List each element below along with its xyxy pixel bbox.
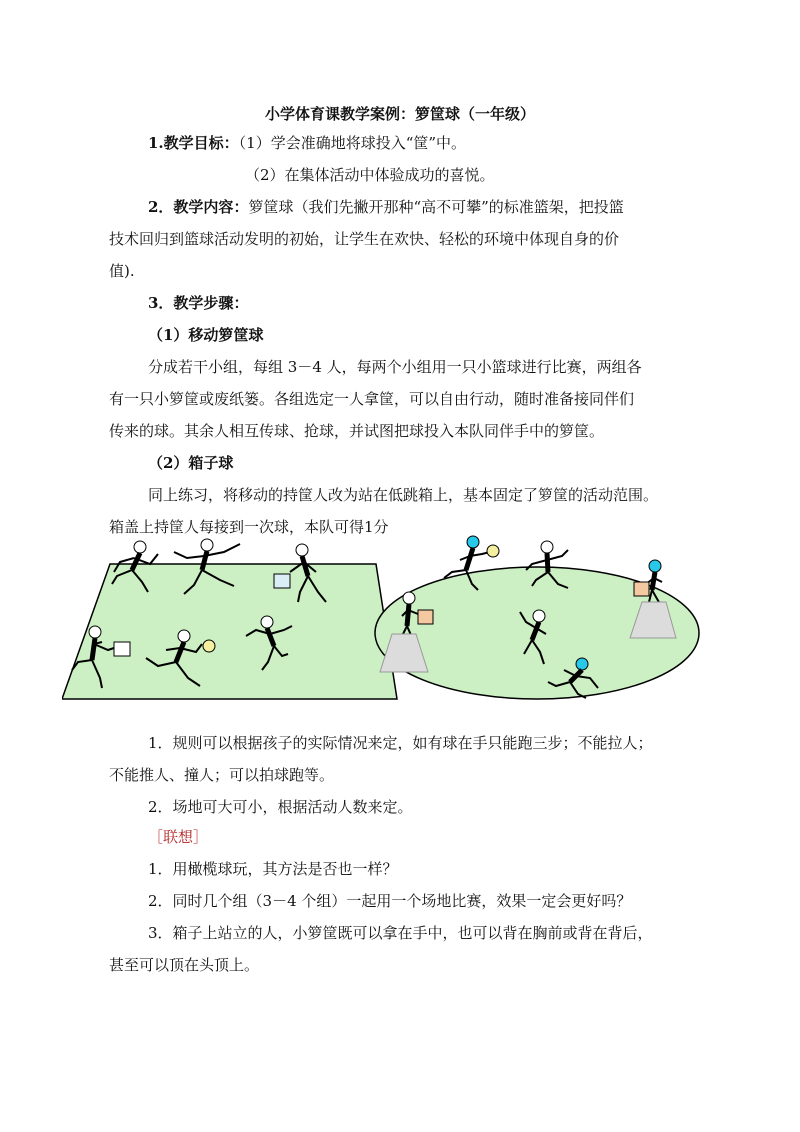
- content-line-1: 箩筐球（我们先撇开那种“高不可攀”的标准篮架，把投篮: [248, 198, 624, 216]
- association-label: ［联想］: [148, 828, 209, 846]
- ball-icon: [487, 545, 499, 557]
- association-q3-line-1: 3．箱子上站立的人，小箩筐既可以拿在手中，也可以背在胸前或背在背后，: [148, 924, 653, 942]
- content-line-3: 值).: [109, 262, 135, 280]
- step-2-line-2: 箱盖上持筐人每接到一次球，本队可得1分: [109, 518, 389, 536]
- bucket-icon: [634, 582, 649, 596]
- steps-label: 3．教学步骤：: [148, 294, 249, 312]
- step-1-line-1: 分成若干小组，每组 3－4 人，每两个小组用一只小篮球进行比赛，两组各: [148, 358, 642, 376]
- content-label: 2．教学内容：: [148, 198, 249, 216]
- content-line-2: 技术回归到篮球活动发明的初始，让学生在欢快、轻松的环境中体现自身的价: [109, 230, 620, 248]
- rule-1-line-2: 不能推人、撞人；可以拍球跑等。: [109, 766, 335, 784]
- step-1-line-2: 有一只小箩筐或废纸篓。各组选定一人拿筐，可以自由行动，随时准备接同伴们: [109, 390, 635, 408]
- objective-1: （1）学会准确地将球投入“筐”中。: [238, 134, 467, 152]
- association-q1: 1．用橄榄球玩，其方法是否也一样？: [148, 860, 398, 878]
- bucket-icon: [114, 642, 130, 656]
- ball-icon: [203, 640, 215, 652]
- rule-1-line-1: 1．规则可以根据孩子的实际情况来定，如有球在手只能跑三步；不能拉人；: [148, 734, 653, 752]
- association-q2: 2．同时几个组（3－4 个组）一起用一个场地比赛，效果一定会更好吗？: [148, 892, 632, 910]
- objectives-label: 1.教学目标：: [148, 134, 239, 152]
- objective-2: （2）在集体活动中体验成功的喜悦。: [245, 166, 495, 184]
- association-q3-line-2: 甚至可以顶在头顶上。: [109, 956, 260, 974]
- step-2-title: （2）箱子球: [148, 454, 234, 472]
- objectives-block: [148, 133, 466, 153]
- page-title: 小学体育课教学案例：箩筐球（一年级）: [264, 105, 535, 123]
- step-1-line-3: 传来的球。其余人相互传球、抢球，并试图把球投入本队同伴手中的箩筐。: [109, 422, 605, 440]
- bucket-icon: [418, 610, 433, 624]
- step-2-line-1: 同上练习，将移动的持筐人改为站在低跳箱上，基本固定了箩筐的活动范围。: [148, 486, 659, 504]
- step-1-title: （1）移动箩筐球: [148, 326, 264, 344]
- illustration-figure: [62, 530, 712, 710]
- content-block: [148, 197, 624, 217]
- bucket-icon: [274, 574, 290, 588]
- rule-2: 2．场地可大可小，根据活动人数来定。: [148, 798, 413, 816]
